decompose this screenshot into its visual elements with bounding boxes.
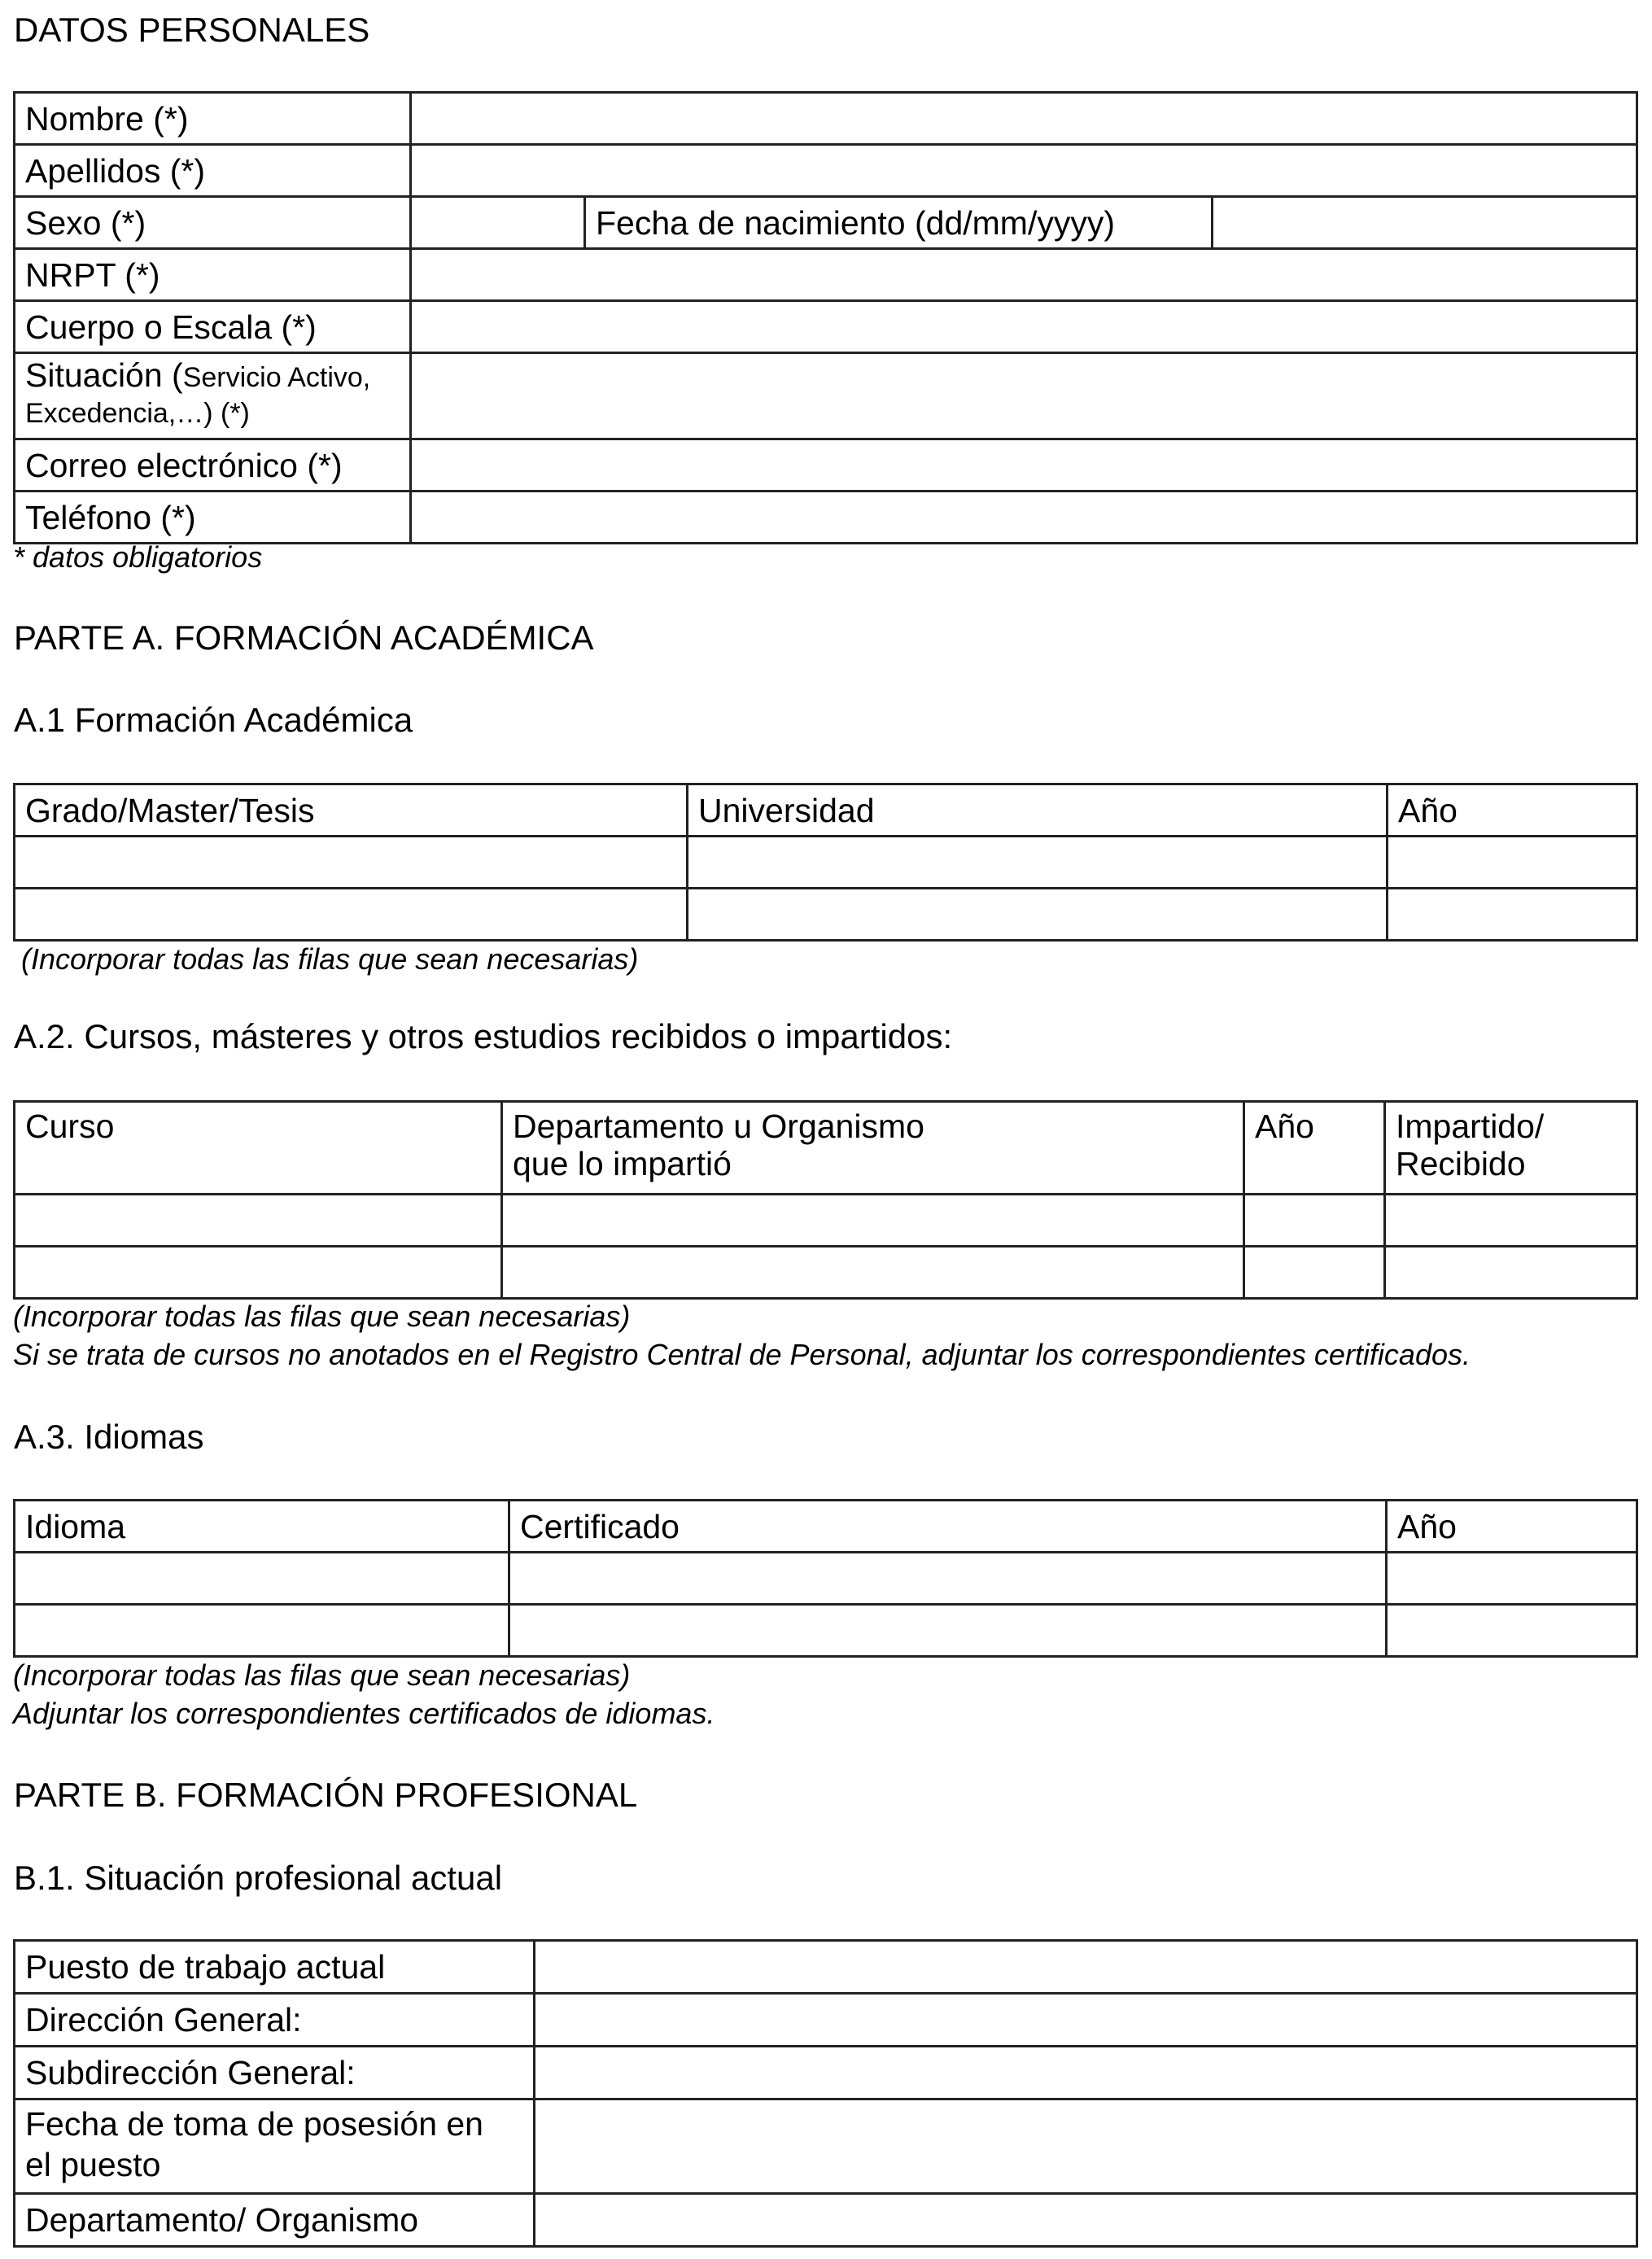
puesto-input[interactable] xyxy=(535,1950,1636,1986)
row-departamento xyxy=(15,2194,1637,2247)
label-nrpt: NRPT (*) xyxy=(15,249,411,301)
a2-departamento-input[interactable] xyxy=(503,1203,1243,1239)
subdireccion-field-cell xyxy=(535,2047,1637,2100)
a1-cell xyxy=(688,889,1388,941)
label-fecha-posesion-line1: Fecha de toma de posesión en xyxy=(25,2105,483,2143)
telefono-input[interactable] xyxy=(412,500,1636,536)
nrpt-input[interactable] xyxy=(412,257,1636,294)
a3-cell xyxy=(15,1605,509,1657)
a2-impartido-input[interactable] xyxy=(1386,1203,1636,1239)
label-nombre: Nombre (*) xyxy=(15,93,411,145)
row-correo xyxy=(15,439,1637,492)
a3-certificado-input[interactable] xyxy=(510,1561,1385,1597)
a2-cell xyxy=(1244,1195,1385,1247)
a2-cell xyxy=(1385,1247,1637,1299)
row-telefono xyxy=(15,492,1637,544)
table-row xyxy=(15,1195,1637,1247)
a3-cell xyxy=(15,1553,509,1605)
nombre-field-cell xyxy=(411,93,1637,145)
a1-cell xyxy=(15,889,688,941)
a1-table xyxy=(13,783,1638,942)
departamento-input[interactable] xyxy=(535,2203,1636,2239)
a2-note-1: (Incorporar todas las filas que sean necesarias) xyxy=(13,1300,631,1333)
a3-ano-input[interactable] xyxy=(1388,1613,1636,1649)
a2-cell xyxy=(502,1195,1244,1247)
a2-col-departamento-line1: Departamento u Organismo xyxy=(513,1108,924,1145)
row-cuerpo xyxy=(15,301,1637,353)
subsection-title-b1: B.1. Situación profesional actual xyxy=(14,1859,503,1897)
label-apellidos: Apellidos (*) xyxy=(15,145,411,197)
cuerpo-escala-input[interactable] xyxy=(412,309,1636,346)
a3-cell xyxy=(509,1605,1387,1657)
label-fecha-posesion xyxy=(15,2100,535,2194)
a2-header-row xyxy=(15,1102,1637,1195)
subsection-title-a2: A.2. Cursos, másteres y otros estudios recibidos o impartidos: xyxy=(14,1017,953,1055)
section-title-parte-b: PARTE B. FORMACIÓN PROFESIONAL xyxy=(14,1776,638,1814)
a2-ano-input[interactable] xyxy=(1245,1203,1383,1239)
correo-field-cell xyxy=(411,439,1637,492)
label-situacion-line2: Excedencia,…) (*) xyxy=(25,398,250,429)
a3-cell xyxy=(1387,1553,1637,1605)
departamento-field-cell xyxy=(535,2194,1637,2247)
label-situacion-main: Situación ( xyxy=(25,356,183,394)
label-departamento: Departamento/ Organismo xyxy=(15,2194,535,2247)
correo-input[interactable] xyxy=(412,448,1636,484)
label-fecha-posesion-line2: el puesto xyxy=(25,2146,161,2183)
situacion-field-cell xyxy=(411,353,1637,439)
cuerpo-field-cell xyxy=(411,301,1637,353)
a3-idioma-input[interactable] xyxy=(15,1561,508,1597)
situacion-input[interactable] xyxy=(412,378,1636,415)
a2-departamento-input[interactable] xyxy=(503,1255,1243,1291)
sexo-input[interactable] xyxy=(412,205,583,242)
nrpt-field-cell xyxy=(411,249,1637,301)
row-situacion xyxy=(15,353,1637,439)
apellidos-input[interactable] xyxy=(412,153,1636,190)
table-row xyxy=(15,837,1637,889)
row-direccion xyxy=(15,1994,1637,2047)
apellidos-field-cell xyxy=(411,145,1637,197)
label-puesto: Puesto de trabajo actual xyxy=(15,1941,535,1994)
label-telefono: Teléfono (*) xyxy=(15,492,411,544)
a1-universidad-input[interactable] xyxy=(688,845,1386,881)
a3-cell xyxy=(1387,1605,1637,1657)
fecha-nacimiento-field-cell xyxy=(1213,197,1637,249)
label-sexo: Sexo (*) xyxy=(15,197,411,249)
row-subdireccion xyxy=(15,2047,1637,2100)
subsection-title-a3: A.3. Idiomas xyxy=(14,1418,204,1456)
nombre-input[interactable] xyxy=(412,101,1636,138)
label-situacion xyxy=(15,353,411,439)
a1-col-ano: Año xyxy=(1388,784,1637,837)
a3-table xyxy=(13,1499,1638,1658)
a1-cell xyxy=(1388,837,1637,889)
telefono-field-cell xyxy=(411,492,1637,544)
b1-table xyxy=(13,1939,1638,2248)
a3-col-certificado: Certificado xyxy=(509,1501,1387,1553)
a1-note: (Incorporar todas las filas que sean necesarias) xyxy=(13,942,639,976)
a1-col-grado: Grado/Master/Tesis xyxy=(15,784,688,837)
a2-cell xyxy=(15,1247,502,1299)
a1-grado-input[interactable] xyxy=(15,897,686,933)
a2-cell xyxy=(1385,1195,1637,1247)
a2-cell xyxy=(1244,1247,1385,1299)
a1-universidad-input[interactable] xyxy=(688,897,1386,933)
table-row xyxy=(15,889,1637,941)
row-sexo-fecha xyxy=(15,197,1637,249)
a3-certificado-input[interactable] xyxy=(510,1613,1385,1649)
a3-col-idioma: Idioma xyxy=(15,1501,509,1553)
fecha-posesion-field-cell xyxy=(535,2100,1637,2194)
a3-note-2: Adjuntar los correspondientes certificados de idiomas. xyxy=(13,1697,715,1730)
a3-note-1: (Incorporar todas las filas que sean necesarias) xyxy=(13,1658,631,1692)
row-apellidos xyxy=(15,145,1637,197)
section-title-parte-a: PARTE A. FORMACIÓN ACADÉMICA xyxy=(14,618,594,657)
a2-table xyxy=(13,1100,1638,1300)
a1-cell xyxy=(1388,889,1637,941)
direccion-input[interactable] xyxy=(535,2003,1636,2039)
fecha-nacimiento-input[interactable] xyxy=(1213,205,1636,242)
a2-col-departamento xyxy=(502,1102,1244,1195)
label-fecha-nacimiento: Fecha de nacimiento (dd/mm/yyyy) xyxy=(585,197,1213,249)
a1-col-universidad: Universidad xyxy=(688,784,1388,837)
a1-ano-input[interactable] xyxy=(1388,897,1636,933)
a2-cell xyxy=(502,1247,1244,1299)
label-cuerpo-escala: Cuerpo o Escala (*) xyxy=(15,301,411,353)
a2-col-impartido-line2: Recibido xyxy=(1396,1145,1526,1182)
a2-col-departamento-line2: que lo impartió xyxy=(513,1145,732,1182)
a3-ano-input[interactable] xyxy=(1388,1561,1636,1597)
a3-cell xyxy=(509,1553,1387,1605)
footnote-obligatorios: * datos obligatorios xyxy=(13,540,263,574)
a2-cell xyxy=(15,1195,502,1247)
a3-col-ano: Año xyxy=(1387,1501,1637,1553)
row-nrpt xyxy=(15,249,1637,301)
table-row xyxy=(15,1605,1637,1657)
a1-cell xyxy=(15,837,688,889)
a2-note-2: Si se trata de cursos no anotados en el Registro Central de Personal, adjuntar los correspondientes certificados. xyxy=(13,1338,1471,1371)
a1-grado-input[interactable] xyxy=(15,845,686,881)
sexo-field-cell xyxy=(411,197,585,249)
table-row xyxy=(15,1553,1637,1605)
row-nombre xyxy=(15,93,1637,145)
a1-header-row xyxy=(15,784,1637,837)
a3-header-row xyxy=(15,1501,1637,1553)
label-situacion-small: Servicio Activo, xyxy=(182,362,371,393)
subsection-title-a1: A.1 Formación Académica xyxy=(14,701,413,739)
a1-cell xyxy=(688,837,1388,889)
a3-idioma-input[interactable] xyxy=(15,1613,508,1649)
a2-impartido-input[interactable] xyxy=(1386,1255,1636,1291)
personal-data-table xyxy=(13,91,1638,544)
fecha-posesion-input[interactable] xyxy=(535,2129,1636,2165)
a2-curso-input[interactable] xyxy=(15,1203,500,1239)
label-direccion: Dirección General: xyxy=(15,1994,535,2047)
a2-curso-input[interactable] xyxy=(15,1255,500,1291)
subdireccion-input[interactable] xyxy=(535,2056,1636,2092)
row-fecha-posesion xyxy=(15,2100,1637,2194)
puesto-field-cell xyxy=(535,1941,1637,1994)
a2-col-curso: Curso xyxy=(15,1102,502,1195)
a2-col-impartido-line1: Impartido/ xyxy=(1396,1108,1545,1145)
row-puesto xyxy=(15,1941,1637,1994)
section-title-datos-personales: DATOS PERSONALES xyxy=(14,11,370,49)
label-subdireccion: Subdirección General: xyxy=(15,2047,535,2100)
direccion-field-cell xyxy=(535,1994,1637,2047)
a2-ano-input[interactable] xyxy=(1245,1255,1383,1291)
a2-col-ano: Año xyxy=(1244,1102,1385,1195)
table-row xyxy=(15,1247,1637,1299)
a1-ano-input[interactable] xyxy=(1388,845,1636,881)
a2-col-impartido xyxy=(1385,1102,1637,1195)
label-correo: Correo electrónico (*) xyxy=(15,439,411,492)
